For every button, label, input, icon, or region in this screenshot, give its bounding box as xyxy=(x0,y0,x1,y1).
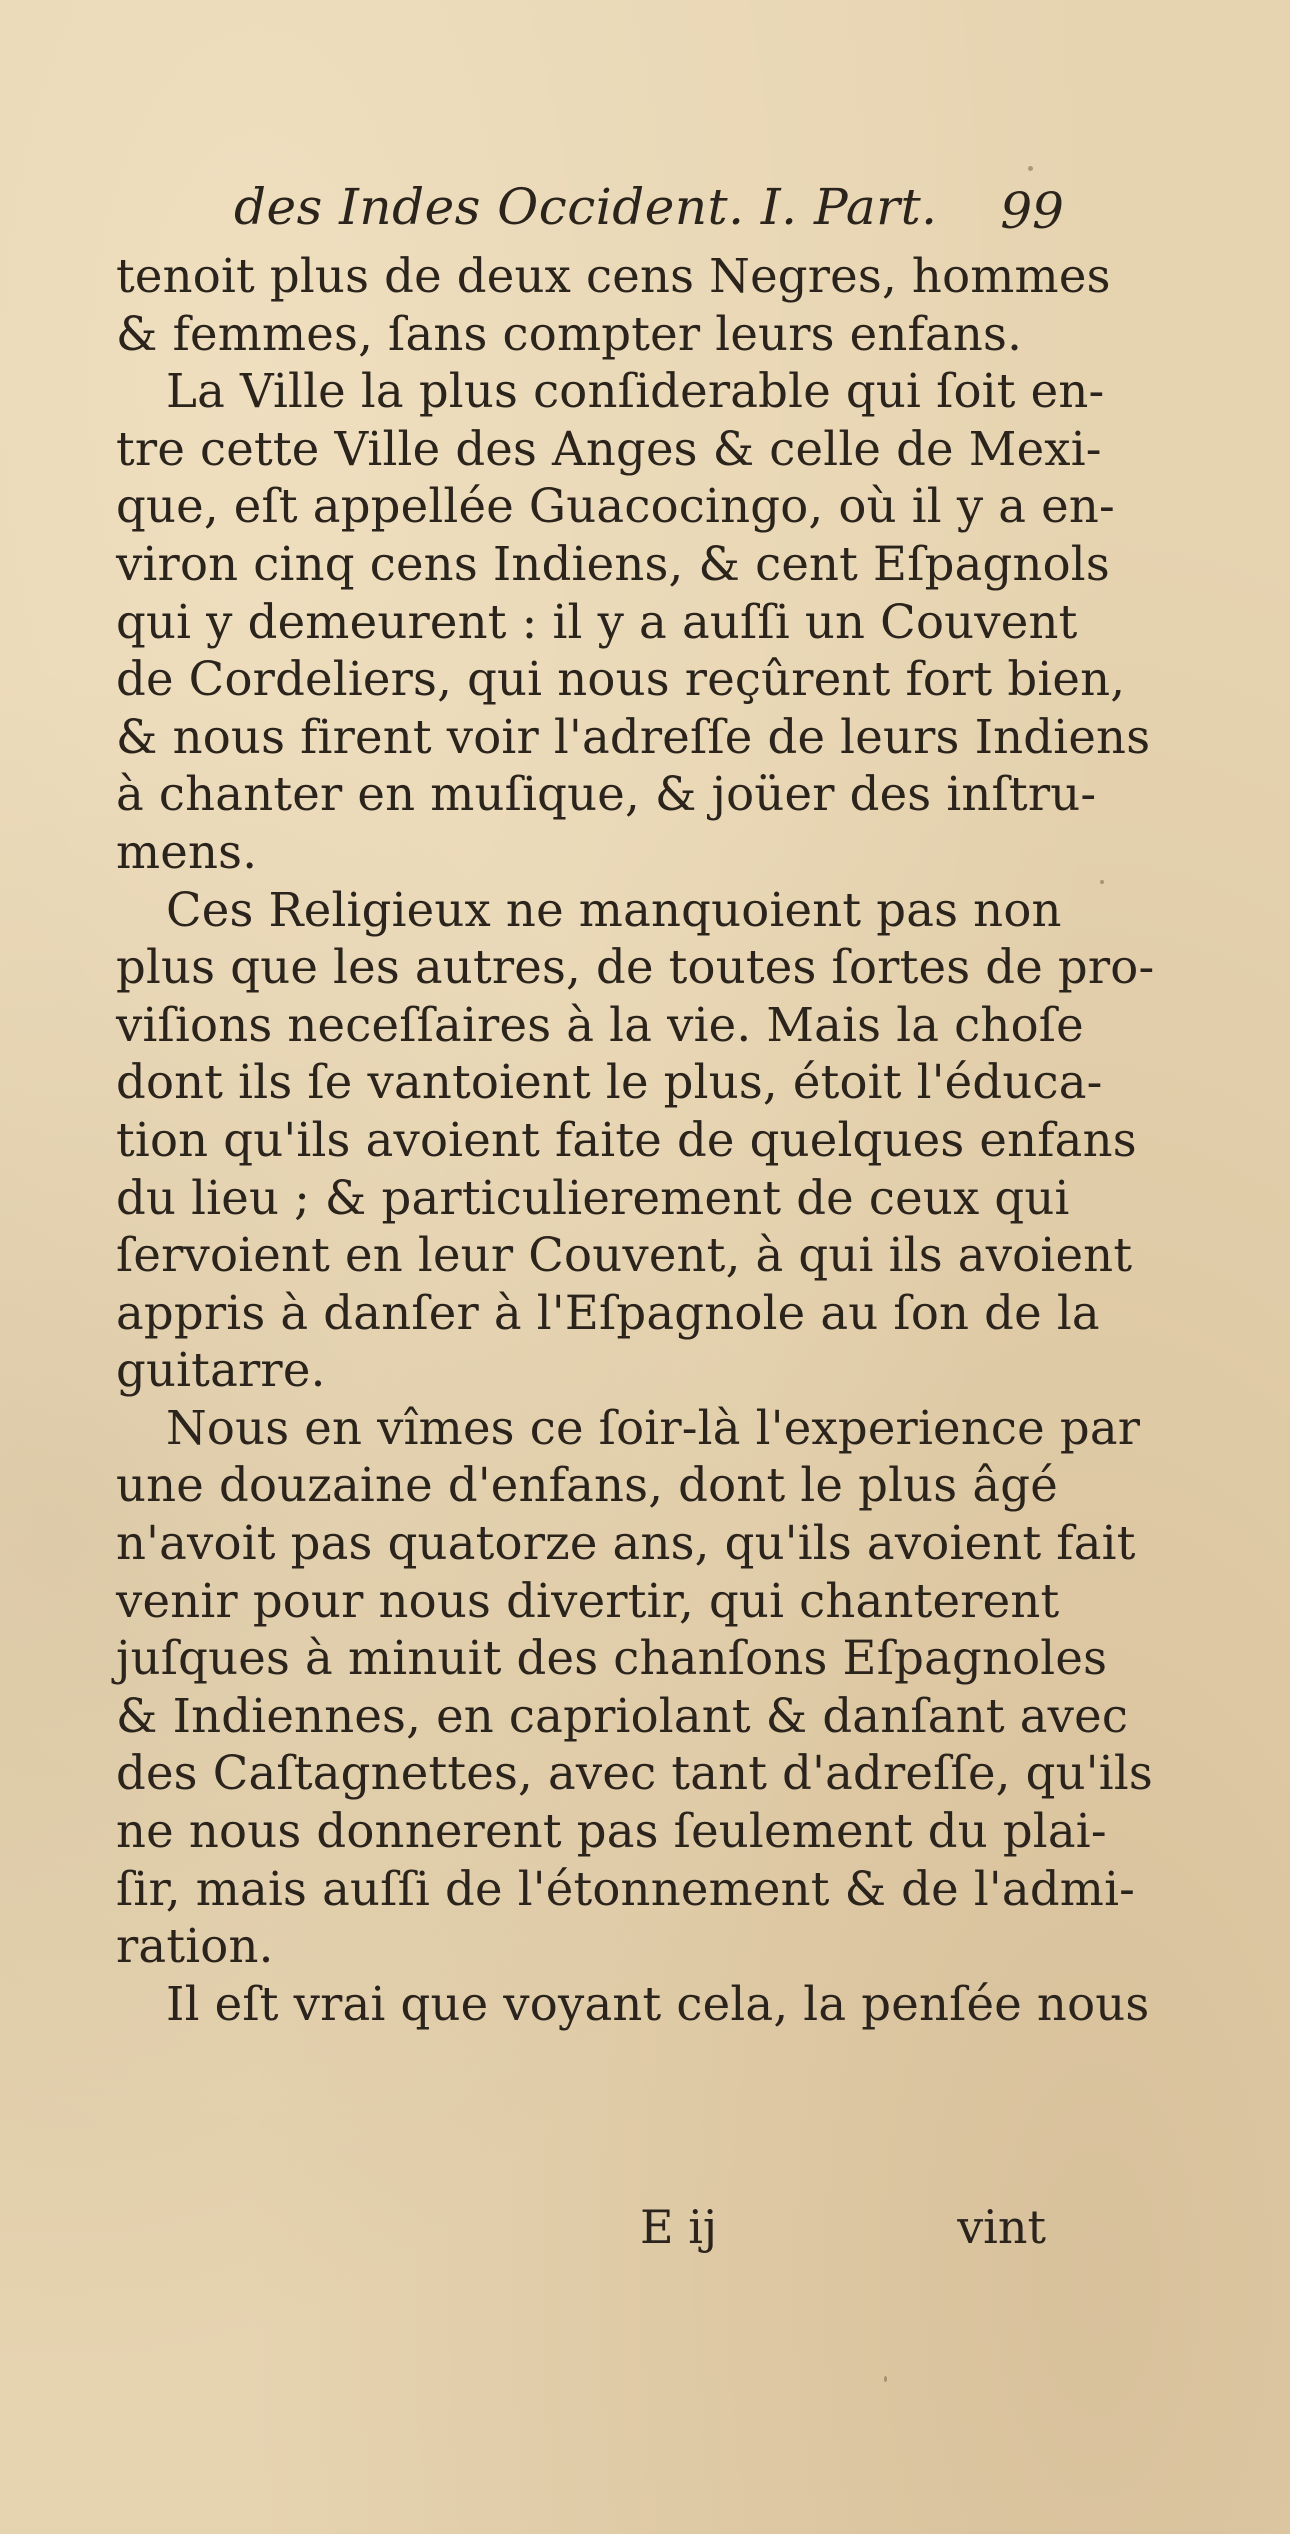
text-line: mens. xyxy=(116,824,258,879)
running-head-title: des Indes Occident. I. Part. xyxy=(234,178,938,236)
text-line: que, eſt appellée Guacocingo, où il y a en- xyxy=(116,479,1115,534)
paper-speck xyxy=(884,2376,887,2382)
signature-mark: E ij xyxy=(640,2200,718,2254)
paper-speck xyxy=(640,920,643,923)
text-line: qui y demeurent : il y a auſſi un Couvent xyxy=(116,594,1078,649)
text-line: ſir, mais auſſi de l'étonnement & de l'admi- xyxy=(116,1861,1136,1916)
text-line: une douzaine d'enfans, dont le plus âgé xyxy=(116,1458,1058,1513)
text-line: n'avoit pas quatorze ans, qu'ils avoient fait xyxy=(116,1516,1136,1571)
text-line: viſions neceſſaires à la vie. Mais la choſe xyxy=(116,997,1084,1052)
page-number: 99 xyxy=(1000,182,1064,240)
body-text xyxy=(116,248,1155,2033)
text-line: dont ils ſe vantoient le plus, étoit l'éduca- xyxy=(116,1055,1103,1110)
text-line: Il eſt vrai que voyant cela, la penſée nous xyxy=(166,1976,1150,2031)
text-line: ne nous donnerent pas ſeulement du plai- xyxy=(116,1804,1107,1859)
text-line: plus que les autres, de toutes ſortes de pro- xyxy=(116,940,1155,995)
text-line: & nous firent voir l'adreſſe de leurs Indiens xyxy=(116,709,1151,764)
text-line: & femmes, ſans compter leurs enfans. xyxy=(116,306,1023,361)
catchword: vint xyxy=(957,2200,1046,2254)
text-line: juſques à minuit des chanſons Eſpagnoles xyxy=(116,1631,1108,1686)
text-line: appris à danſer à l'Eſpagnole au ſon de la xyxy=(116,1285,1100,1340)
text-line: tre cette Ville des Anges & celle de Mexi- xyxy=(116,421,1102,476)
text-line: venir pour nous divertir, qui chanterent xyxy=(116,1573,1060,1628)
paper-speck xyxy=(1028,166,1033,171)
text-line: La Ville la plus conſiderable qui ſoit en- xyxy=(166,364,1105,419)
text-line: Nous en vîmes ce ſoir-là l'experience par xyxy=(166,1400,1141,1455)
text-line: guitarre. xyxy=(116,1343,326,1398)
text-line: viron cinq cens Indiens, & cent Eſpagnols xyxy=(116,536,1110,591)
text-line: du lieu ; & particulierement de ceux qui xyxy=(116,1170,1070,1225)
paper-speck xyxy=(1100,880,1104,884)
text-line: tion qu'ils avoient faite de quelques enfans xyxy=(116,1112,1137,1167)
text-line: ſervoient en leur Couvent, à qui ils avoient xyxy=(116,1228,1133,1283)
text-line: de Cordeliers, qui nous reçûrent fort bien, xyxy=(116,652,1126,707)
text-line: à chanter en muſique, & joüer des inſtru- xyxy=(116,767,1097,822)
text-line: ration. xyxy=(116,1919,274,1974)
text-line: des Caſtagnettes, avec tant d'adreſſe, qu'ils xyxy=(116,1746,1153,1801)
text-line: tenoit plus de deux cens Negres, hommes xyxy=(116,249,1111,303)
running-head xyxy=(234,178,1064,248)
text-line: Ces Religieux ne manquoient pas non xyxy=(166,882,1062,937)
text-line: & Indiennes, en capriolant & danſant avec xyxy=(116,1688,1129,1743)
page-footer xyxy=(640,2200,1046,2260)
